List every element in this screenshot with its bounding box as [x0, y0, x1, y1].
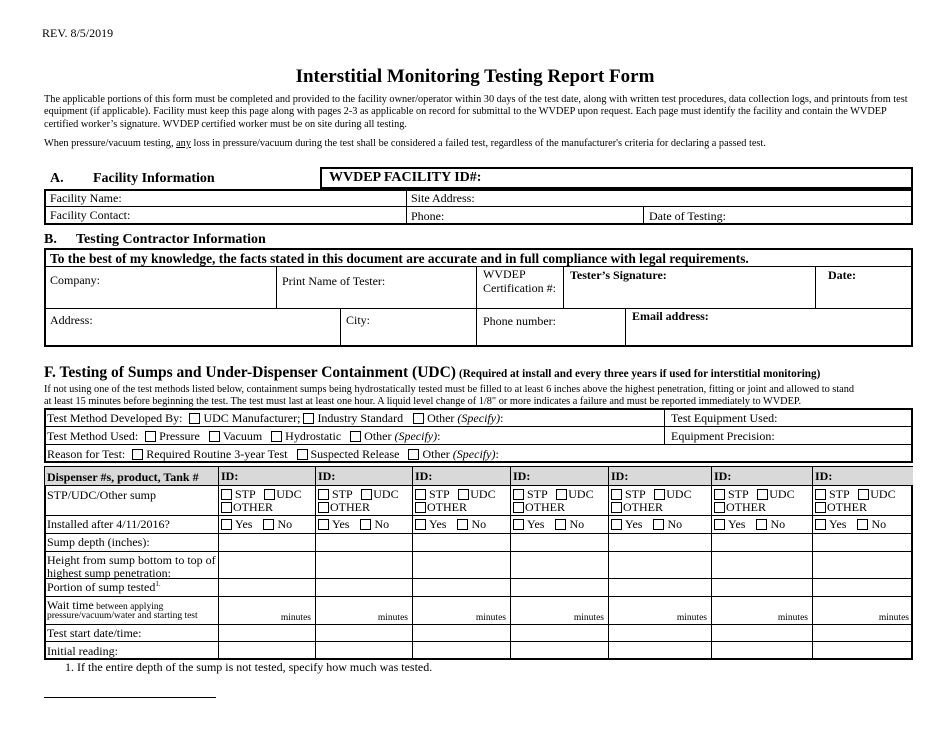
stp-checkbox[interactable] [815, 489, 826, 500]
footnote-rule [44, 697, 216, 698]
hydrostatic-checkbox[interactable] [271, 431, 282, 442]
id-field[interactable]: ID: [611, 469, 629, 483]
pressure-checkbox[interactable] [145, 431, 156, 442]
row-wait-time-sub: pressure/vacuum/water and starting test [47, 611, 198, 621]
row-sump-type: STP/UDC/Other sump [47, 488, 157, 502]
form-title: Interstitial Monitoring Testing Report Form [295, 66, 655, 87]
udc-checkbox[interactable] [264, 489, 275, 500]
company-field[interactable]: Company: [50, 273, 100, 287]
minutes-unit: minutes [280, 613, 311, 623]
certification-field[interactable]: Certification #: [483, 281, 556, 295]
other-checkbox[interactable] [318, 502, 329, 513]
revision-label: REV. 8/5/2019 [42, 26, 114, 40]
tester-name-field[interactable]: Print Name of Tester: [282, 274, 386, 288]
other-checkbox[interactable] [714, 502, 725, 513]
sump-type-options: STP UDC OTHER [815, 488, 896, 514]
phone-number-field[interactable]: Phone number: [483, 314, 556, 328]
other-checkbox[interactable] [221, 502, 232, 513]
equipment-precision-field[interactable]: Equipment Precision: [671, 429, 775, 443]
developed-other-checkbox[interactable] [413, 413, 424, 424]
no-checkbox[interactable] [457, 519, 468, 530]
row-wait-time: Wait time between applying [47, 598, 164, 612]
id-field[interactable]: ID: [513, 469, 531, 483]
sump-type-options: STP UDC OTHER [513, 488, 594, 514]
installed-yes-no: Yes No [318, 517, 389, 532]
stp-checkbox[interactable] [221, 489, 232, 500]
yes-checkbox[interactable] [221, 519, 232, 530]
industry-standard-checkbox[interactable] [303, 413, 314, 424]
udc-checkbox[interactable] [654, 489, 665, 500]
udc-checkbox[interactable] [556, 489, 567, 500]
sump-type-options: STP UDC OTHER [611, 488, 692, 514]
reason-row: Reason for Test: Required Routine 3-year Test Suspected Release Other (Specify): [47, 447, 499, 461]
row-sump-depth: Sump depth (inches): [47, 535, 150, 549]
instructions-line1: If not using one of the test methods listed below, containment sumps being hydrostatically tested must be filled to at least 6 inches above the highest penetration, fitting or joint and allowed to stand [44, 384, 855, 395]
row-portion: Portion of sump tested$^{1.}$ [47, 580, 161, 594]
other-checkbox[interactable] [415, 502, 426, 513]
tester-signature-field[interactable]: Tester’s Signature: [570, 268, 667, 282]
row-installed-after: Installed after 4/11/2016? [47, 517, 170, 531]
pressure-note: When pressure/vacuum testing, any loss in pressure/vacuum during the test shall be considered a failed test, regardless of the manufacturer's criteria for declaring a passed test. [44, 138, 766, 149]
date-field[interactable]: Date: [828, 268, 856, 282]
stp-checkbox[interactable] [714, 489, 725, 500]
yes-checkbox[interactable] [415, 519, 426, 530]
yes-checkbox[interactable] [714, 519, 725, 530]
row-test-start: Test start date/time: [47, 626, 142, 640]
section-f-heading: F. Testing of Sumps and Under-Dispenser Containment (UDC) (Required at install and every three years if used for interstitial monitoring) [44, 364, 821, 381]
yes-checkbox[interactable] [815, 519, 826, 530]
intro-paragraph: The applicable portions of this form must be completed and provided to the facility owner/operator within 30 days of the test date, along with written test procedures, data collection logs, and printouts from test equipment (if applicable). Facility must keep this page along with pages 2-3 as applicable on record for submittal to the WVDEP upon request. Each page must identify the facility and contain the WVDEP certified worker’s signature. WVDEP certified worker must be on site during all testing. [44, 94, 908, 130]
stp-checkbox[interactable] [318, 489, 329, 500]
sump-type-options: STP UDC OTHER [221, 488, 302, 514]
no-checkbox[interactable] [360, 519, 371, 530]
installed-yes-no: Yes No [513, 517, 584, 532]
other-checkbox[interactable] [611, 502, 622, 513]
minutes-unit: minutes [777, 613, 808, 623]
routine-test-checkbox[interactable] [132, 449, 143, 460]
phone-field[interactable]: Phone: [411, 209, 445, 223]
udc-manufacturer-checkbox[interactable] [189, 413, 200, 424]
dispenser-header: Dispenser #s, product, Tank # [47, 470, 199, 484]
developed-by-row: Test Method Developed By: UDC Manufacturer; Industry Standard Other (Specify): [47, 411, 504, 425]
sump-type-options: STP UDC OTHER [714, 488, 795, 514]
wvdep-label: WVDEP [483, 267, 526, 281]
no-checkbox[interactable] [857, 519, 868, 530]
section-a-title: Facility Information [93, 171, 215, 186]
minutes-unit: minutes [475, 613, 506, 623]
no-checkbox[interactable] [263, 519, 274, 530]
installed-yes-no: Yes No [415, 517, 486, 532]
id-field[interactable]: ID: [714, 469, 732, 483]
method-other-checkbox[interactable] [350, 431, 361, 442]
row-initial-reading: Initial reading: [47, 644, 118, 658]
id-field[interactable]: ID: [221, 469, 239, 483]
installed-yes-no: Yes No [714, 517, 785, 532]
facility-info-table [44, 189, 913, 225]
id-field[interactable]: ID: [415, 469, 433, 483]
facility-id-label: WVDEP FACILITY ID#: [329, 170, 482, 185]
facility-contact-field[interactable]: Facility Contact: [50, 208, 131, 222]
udc-checkbox[interactable] [361, 489, 372, 500]
minutes-unit: minutes [573, 613, 604, 623]
row-height-line2: highest sump penetration: [47, 566, 171, 580]
stp-checkbox[interactable] [611, 489, 622, 500]
other-checkbox[interactable] [815, 502, 826, 513]
sump-type-options: STP UDC OTHER [415, 488, 496, 514]
yes-checkbox[interactable] [318, 519, 329, 530]
yes-checkbox[interactable] [513, 519, 524, 530]
id-field[interactable]: ID: [815, 469, 833, 483]
no-checkbox[interactable] [555, 519, 566, 530]
vacuum-checkbox[interactable] [209, 431, 220, 442]
stp-checkbox[interactable] [415, 489, 426, 500]
test-equipment-field[interactable]: Test Equipment Used: [671, 411, 778, 425]
attestation-text: To the best of my knowledge, the facts stated in this document are accurate and in full compliance with legal requirements. [50, 251, 749, 266]
installed-yes-no: Yes No [221, 517, 292, 532]
minutes-unit: minutes [878, 613, 909, 623]
section-a-letter: A. [50, 171, 64, 186]
method-used-row: Test Method Used: Pressure Vacuum Hydrostatic Other (Specify): [47, 429, 441, 443]
minutes-unit: minutes [377, 613, 408, 623]
minutes-unit: minutes [676, 613, 707, 623]
site-address-field[interactable]: Site Address: [411, 191, 475, 205]
udc-checkbox[interactable] [858, 489, 869, 500]
reason-other-checkbox[interactable] [408, 449, 419, 460]
sump-type-options: STP UDC OTHER [318, 488, 399, 514]
installed-yes-no: Yes No [611, 517, 682, 532]
email-field[interactable]: Email address: [632, 309, 709, 323]
no-checkbox[interactable] [756, 519, 767, 530]
other-checkbox[interactable] [513, 502, 524, 513]
address-field[interactable]: Address: [50, 313, 93, 327]
instructions-line2: at least 15 minutes before beginning the test. The test must last at least one hour. A liquid level change of 1/8" or more indicates a failure and must be reported immediately to WVDEP. [44, 396, 802, 407]
row-height-line1: Height from sump bottom to top of [47, 553, 216, 567]
date-of-testing-field[interactable]: Date of Testing: [649, 209, 726, 223]
section-b-title: Testing Contractor Information [76, 232, 266, 247]
installed-yes-no: Yes No [815, 517, 886, 532]
city-field[interactable]: City: [346, 313, 371, 327]
yes-checkbox[interactable] [611, 519, 622, 530]
id-field[interactable]: ID: [318, 469, 336, 483]
stp-checkbox[interactable] [513, 489, 524, 500]
section-b-letter: B. [44, 232, 57, 247]
suspected-release-checkbox[interactable] [297, 449, 308, 460]
udc-checkbox[interactable] [757, 489, 768, 500]
udc-checkbox[interactable] [458, 489, 469, 500]
footnote-1: 1. If the entire depth of the sump is not tested, specify how much was tested. [65, 660, 433, 674]
facility-name-field[interactable]: Facility Name: [50, 191, 122, 205]
no-checkbox[interactable] [653, 519, 664, 530]
